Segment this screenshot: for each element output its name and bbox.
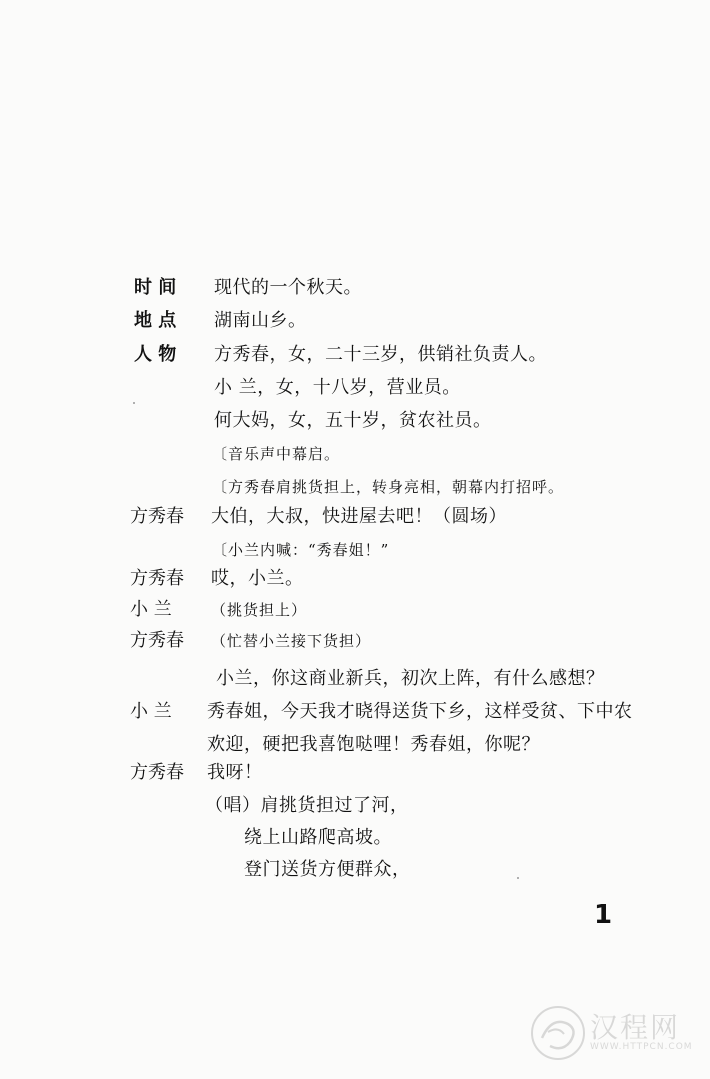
field-label-characters: 人 物 (134, 344, 177, 365)
dialogue-line (0, 567, 710, 597)
script-line (0, 442, 710, 472)
stage-direction: （挑货担上） (211, 601, 308, 619)
scan-speck (517, 877, 519, 879)
song-line (0, 794, 710, 824)
field-value-time: 现代的一个秋天。 (214, 277, 362, 298)
script-line (0, 276, 710, 306)
character-entry: 何大妈，女，五十岁，贫农社员。 (214, 410, 492, 431)
watermark-url: WWW.HTTPCN.COM (590, 1042, 693, 1052)
dialogue-line (0, 700, 710, 730)
watermark-logo-icon (528, 1002, 588, 1064)
song-text: 绕上山路爬高坡。 (244, 827, 392, 848)
field-value-place: 湖南山乡。 (214, 310, 307, 331)
dialogue-text: 我呀！ (207, 762, 263, 783)
dialogue-line (0, 629, 710, 659)
speaker-name: 方秀春 (130, 506, 184, 527)
character-entry: 小 兰，女，十八岁，营业员。 (214, 377, 461, 398)
speaker-name: 方秀春 (130, 568, 184, 589)
stage-direction: 〔小兰内喊：“秀春姐！” (212, 541, 390, 559)
script-line (0, 409, 710, 439)
script-line (0, 376, 710, 406)
character-entry: 方秀春，女，二十三岁，供销社负责人。 (214, 344, 547, 365)
script-line (0, 309, 710, 339)
dialogue-line (0, 505, 710, 535)
field-label-time: 时 间 (134, 277, 177, 298)
dialogue-line (0, 598, 710, 628)
dialogue-text: 哎，小兰。 (211, 568, 304, 589)
dialogue-line (0, 667, 710, 697)
speaker-name: 小 兰 (130, 599, 172, 620)
stage-direction: 〔方秀春肩挑货担上，转身亮相，朝幕内打招呼。 (212, 478, 565, 496)
stage-direction: 〔音乐声中幕启。 (212, 445, 341, 463)
watermark-text: 汉程网 (590, 1011, 681, 1044)
dialogue-text: 小兰，你这商业新兵，初次上阵，有什么感想？ (216, 668, 605, 689)
song-line (0, 858, 710, 888)
scan-speck (133, 402, 135, 404)
script-line (0, 343, 710, 373)
speaker-name: 方秀春 (130, 630, 184, 651)
watermark (528, 1000, 698, 1070)
dialogue-line (0, 761, 710, 791)
dialogue-text: 大伯，大叔，快进屋去吧！（圆场） (211, 506, 507, 527)
dialogue-line (0, 538, 710, 568)
dialogue-text: 秀春姐，今天我才晓得送货下乡，这样受贫、下中农 (207, 701, 633, 722)
song-line (0, 826, 710, 856)
dialogue-line (0, 733, 710, 763)
dialogue-text: 欢迎，硬把我喜饱哒哩！秀春姐，你呢？ (207, 734, 540, 755)
song-text: （唱）肩挑货担过了河， (205, 795, 409, 816)
stage-direction: （忙替小兰接下货担） (211, 632, 372, 650)
speaker-name: 方秀春 (130, 762, 184, 783)
song-text: 登门送货方便群众， (244, 859, 411, 880)
script-line (0, 475, 710, 505)
page-number: 1 (594, 900, 613, 930)
speaker-name: 小 兰 (130, 701, 172, 722)
field-label-place: 地 点 (134, 310, 177, 331)
